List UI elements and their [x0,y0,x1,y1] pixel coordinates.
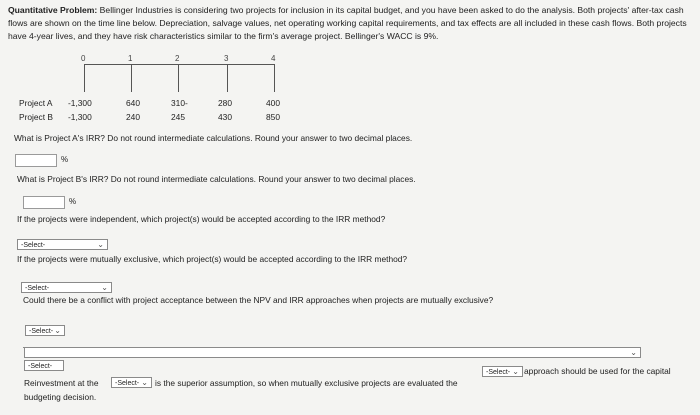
conflict-select-value: -Select- [29,328,54,335]
problem-description: Bellinger Industries is considering two projects for inclusion in its capital budget, and you have been asked to do the analysis. Both projects' after-tax cash flows are shown on the time line below. Depreciation, salvage values, net operating working capital requirements, and tax effects are all included in these cash flows. Both projects have 4-year lives, and they have risk characteristics similar to the firm's average project. Bellinger's WACC is 9%. [8,5,687,41]
reason-select[interactable] [24,347,641,358]
problem-intro [8,4,692,43]
independent-select[interactable] [17,239,108,250]
percent-sign-b: % [69,197,77,206]
question-mutually-exclusive: If the projects were mutually exclusive, which project(s) would be accepted according to the IRR method? [17,254,408,264]
timeline-tick-4 [274,64,275,92]
chevron-down-icon: ⌄ [54,326,61,335]
timeline-tick-1 [131,64,132,92]
independent-select-value: -Select- [21,242,46,249]
chevron-down-icon: ⌄ [141,378,148,387]
project-b-irr-input[interactable] [23,196,65,209]
project-a-cf-4: 400 [266,98,280,108]
chevron-down-icon: ⌄ [512,367,519,376]
period-1-label: 1 [128,54,133,63]
approach-select-value: -Select- [486,369,511,376]
project-a-label: Project A [19,98,53,108]
project-b-cf-1: 240 [126,112,140,122]
period-4-label: 4 [271,54,276,63]
reason-select-value-box[interactable] [24,360,64,371]
project-a-cf-3: 280 [218,98,232,108]
reason-select-value: -Select- [28,363,53,370]
problem-title: Quantitative Problem: [8,5,98,15]
project-a-cf-1: 640 [126,98,140,108]
reinvestment-text-end: approach should be used for the capital [524,366,671,376]
question-conflict: Could there be a conflict with project acceptance between the NPV and IRR approaches when projects are mutually exclusive? [23,295,494,305]
reinvestment-text-start: Reinvestment at the [24,378,99,388]
mutually-exclusive-select-value: -Select- [25,285,50,292]
percent-sign-a: % [61,155,69,164]
period-0-label: 0 [81,54,86,63]
project-a-cf-2: 310- [171,98,188,108]
project-a-irr-input[interactable] [15,154,57,167]
project-b-cf-0: -1,300 [68,112,92,122]
project-b-cf-4: 850 [266,112,280,122]
question-project-b-irr: What is Project B's IRR? Do not round intermediate calculations. Round your answer to two decimal places. [17,174,416,184]
question-project-a-irr: What is Project A's IRR? Do not round intermediate calculations. Round your answer to two decimal places. [14,133,413,143]
reinvestment-rate-select-value: -Select- [115,380,140,387]
chevron-down-icon: ⌄ [101,283,108,292]
period-3-label: 3 [224,54,229,63]
approach-select[interactable] [482,366,523,377]
mutually-exclusive-select[interactable] [21,282,112,293]
chevron-down-icon: ⌄ [630,348,637,357]
reinvestment-text-line2: budgeting decision. [24,392,97,402]
timeline-tick-2 [178,64,179,92]
reinvestment-rate-select[interactable] [111,377,152,388]
project-b-cf-2: 245 [171,112,185,122]
timeline-tick-0 [84,64,85,92]
period-2-label: 2 [175,54,180,63]
chevron-down-icon: ⌄ [97,240,104,249]
project-a-cf-0: -1,300 [68,98,92,108]
project-b-label: Project B [19,112,53,122]
question-independent: If the projects were independent, which project(s) would be accepted according to the IRR method? [17,214,386,224]
conflict-select[interactable] [25,325,65,336]
timeline-axis [84,64,274,65]
timeline-tick-3 [227,64,228,92]
reinvestment-text-middle: is the superior assumption, so when mutually exclusive projects are evaluated the [155,378,458,388]
project-b-cf-3: 430 [218,112,232,122]
